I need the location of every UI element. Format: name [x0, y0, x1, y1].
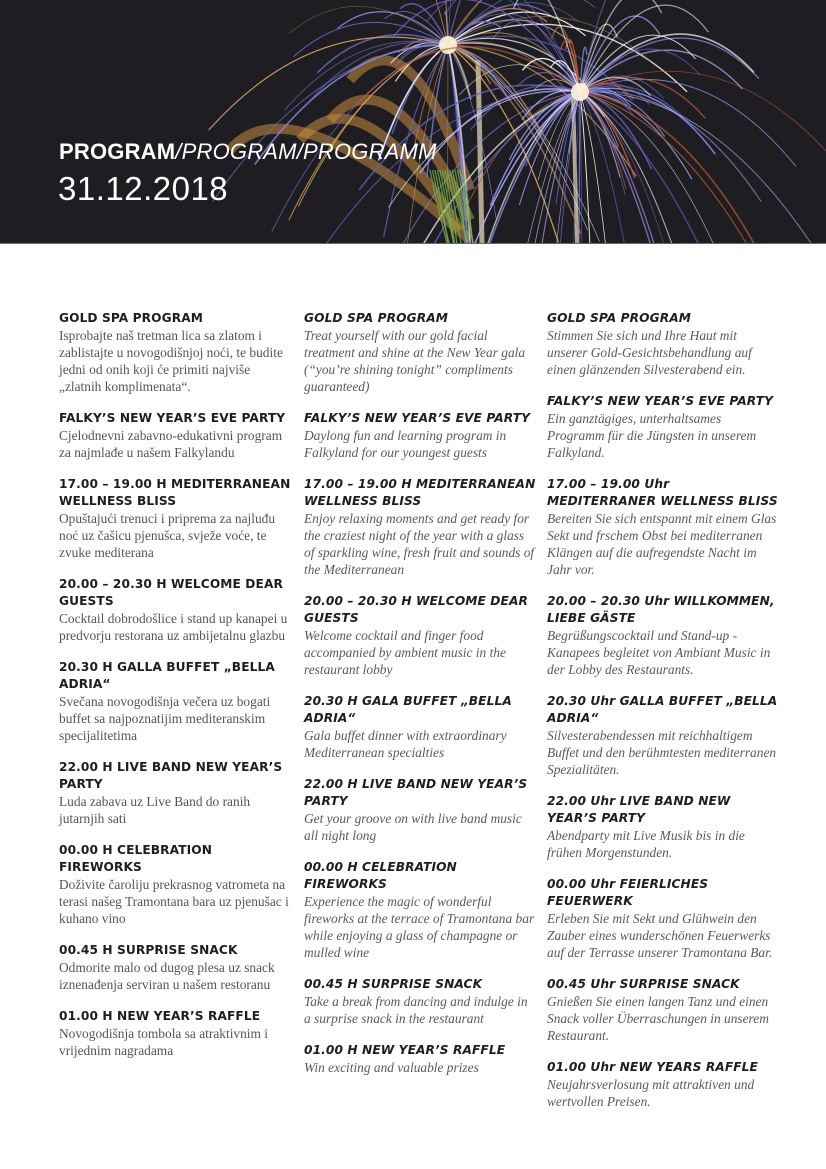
title-separator: / — [175, 139, 182, 164]
firework-streak — [515, 92, 580, 183]
item-description: Luda zabava uz Live Band do ranih jutarnjih sati — [59, 794, 251, 826]
item-heading: GOLD SPA PROGRAM — [59, 311, 203, 325]
item-description: Bereiten Sie sich entspannt mit einem Glas Sekt und frschem Obst bei mediterranen Klängen auf die aufregendste Nacht im Jahr vor. — [547, 511, 777, 577]
program-item — [304, 976, 536, 1027]
column-german — [547, 310, 779, 1125]
item-heading: 00.00 H CELEBRATION FIREWORKS — [304, 860, 457, 891]
program-item — [59, 410, 291, 461]
item-description: Isprobajte naš tretman lica sa zlatom i zablistajte u novogodišnjoj noći, te budite jedni od onih koji će primiti najviše „zlatnih komplimenata“. — [59, 328, 283, 394]
item-description: Ein ganztägiges, unterhaltsames Programm für die Jüngsten in unserem Falkyland. — [547, 411, 757, 460]
firework-glow — [439, 36, 457, 54]
item-heading: 00.00 Uhr FEIERLICHES FEUERWERK — [547, 877, 709, 908]
program-item — [547, 976, 779, 1044]
item-description: Svečana novogodišnja večera uz bogati buffet sa najpoznatijim mediteranskim specijalitetima — [59, 694, 271, 743]
item-description: Begrüßungscocktail und Stand-up -Kanapees begleitet von Ambiant Music in der Lobby des Restaurants. — [547, 628, 771, 677]
firework-streak — [492, 20, 580, 92]
item-description: Erleben Sie mit Sekt und Glühwein den Zauber eines wunderschönen Feuerwerks auf der Terrasse unserer Tramontana Bar. — [547, 911, 773, 960]
program-item — [304, 776, 536, 844]
program-item — [59, 476, 291, 561]
firework-streak — [490, 92, 580, 206]
item-description: Daylong fun and learning program in Falkyland for our youngest guests — [304, 428, 507, 460]
item-description: Doživite čaroliju prekrasnog vatrometa na terasi našeg Tramontana bara uz pjenušac i kuhano vino — [59, 877, 289, 926]
page-title — [59, 139, 437, 165]
program-item — [59, 659, 291, 744]
program-item — [59, 942, 291, 993]
program-item — [547, 876, 779, 961]
item-description: Treat yourself with our gold facial treatment and shine at the New Year gala (“you’re shining tonight” compliments guaranteed) — [304, 328, 526, 394]
firework-streak — [448, 0, 595, 45]
item-heading: FALKY’S NEW YEAR’S EVE PARTY — [304, 411, 531, 425]
program-item — [59, 576, 291, 644]
item-heading: 20.00 – 20.30 H WELCOME DEAR GUESTS — [304, 594, 528, 625]
item-heading: FALKY’S NEW YEAR’S EVE PARTY — [59, 411, 286, 425]
item-description: Neujahrsverlosung mit attraktiven und wertvollen Preisen. — [547, 1077, 755, 1109]
program-item — [304, 1042, 536, 1076]
item-heading: 17.00 – 19.00 H MEDITERRANEAN WELLNESS BLISS — [304, 477, 536, 508]
item-heading: 00.45 Uhr SURPRISE SNACK — [547, 977, 740, 991]
title-hr: PROGRAM — [59, 139, 176, 164]
program-item — [304, 410, 536, 461]
item-heading: 00.00 H CELEBRATION FIREWORKS — [59, 843, 213, 874]
item-heading: 00.45 H SURPRISE SNACK — [59, 943, 238, 957]
item-heading: 20.00 – 20.30 H WELCOME DEAR GUESTS — [59, 577, 283, 608]
program-item — [547, 476, 779, 578]
item-description: Take a break from dancing and indulge in a surprise snack in the restaurant — [304, 994, 528, 1026]
firework-streak — [580, 92, 717, 243]
program-item — [304, 310, 536, 395]
item-heading: GOLD SPA PROGRAM — [547, 311, 691, 325]
program-item — [304, 859, 536, 961]
item-description: Enjoy relaxing moments and get ready for the craziest night of the year with a glass of sparkling wine, fresh fruit and sounds of the Mediterranean — [304, 511, 535, 577]
item-description: Opuštajući trenuci i priprema za najluđu noć uz čašicu pjenušca, svježe voće, te zvuke mediterana — [59, 511, 276, 560]
program-item — [547, 693, 779, 778]
program-item — [547, 593, 779, 678]
item-description: Novogodišnja tombola sa atraktivnim i vrijednim nagradama — [59, 1026, 269, 1058]
header-banner — [0, 0, 826, 244]
item-description: Win exciting and valuable prizes — [304, 1060, 479, 1075]
title-en: PROGRAM — [181, 139, 297, 164]
item-description: Abendparty mit Live Musik bis in die frühen Morgenstunden. — [547, 828, 745, 860]
item-description: Experience the magic of wonderful fireworks at the terrace of Tramontana bar while enjoying a glass of champagne or mulled wine — [304, 894, 535, 960]
program-item — [59, 759, 291, 827]
item-description: Stimmen Sie sich und Ihre Haut mit unserer Gold-Gesichtsbehandlung auf einen glänzenden Silvesterabend ein. — [547, 328, 752, 377]
item-description: Silvesterabendessen mit reichhaltigem Buffet und den berühmtesten mediterranen Spezialitäten. — [547, 728, 777, 777]
column-croatian — [59, 310, 291, 1074]
program-item — [547, 393, 779, 461]
item-heading: FALKY’S NEW YEAR’S EVE PARTY — [547, 394, 774, 408]
item-heading: 00.45 H SURPRISE SNACK — [304, 977, 483, 991]
program-item — [547, 1059, 779, 1110]
event-date: 31.12.2018 — [58, 170, 229, 207]
item-description: Gala buffet dinner with extraordinary Mediterranean specialties — [304, 728, 507, 760]
item-heading: 01.00 H NEW YEAR’S RAFFLE — [59, 1009, 261, 1023]
item-heading: GOLD SPA PROGRAM — [304, 311, 448, 325]
firework-streak — [580, 92, 767, 243]
program-item — [59, 1008, 291, 1059]
title-separator: / — [296, 139, 303, 164]
item-heading: 22.00 Uhr LIVE BAND NEW YEAR’S PARTY — [547, 794, 731, 825]
program-item — [59, 842, 291, 927]
program-item — [304, 693, 536, 761]
item-description: Cocktail dobrodošlice i stand up kanapei u predvorju restorana uz ambijetalnu glazbu — [59, 611, 288, 643]
item-description: Gnießen Sie einen langen Tanz und einen Snack voller Überraschungen in unserem Restaurant. — [547, 994, 769, 1043]
item-heading: 20.30 Uhr GALLA BUFFET „BELLA ADRIA“ — [547, 694, 778, 725]
program-item — [59, 310, 291, 395]
column-english — [304, 310, 536, 1091]
item-heading: 22.00 H LIVE BAND NEW YEAR’S PARTY — [304, 777, 528, 808]
title-de: PROGRAMM — [303, 139, 437, 164]
item-heading: 17.00 – 19.00 H MEDITERRANEAN WELLNESS BLISS — [59, 477, 291, 508]
program-item — [304, 476, 536, 578]
item-heading: 01.00 H NEW YEAR’S RAFFLE — [304, 1043, 506, 1057]
item-heading: 17.00 – 19.00 Uhr MEDITERRANER WELLNESS BLISS — [547, 477, 778, 508]
item-description: Cjelodnevni zabavno-edukativni program za najmlađe u našem Falkylandu — [59, 428, 283, 460]
program-item — [547, 793, 779, 861]
program-item — [547, 310, 779, 378]
firework-trail — [478, 60, 482, 243]
program-item — [304, 593, 536, 678]
item-heading: 01.00 Uhr NEW YEARS RAFFLE — [547, 1060, 758, 1074]
item-description: Welcome cocktail and finger food accompanied by ambient music in the restaurant lobby — [304, 628, 506, 677]
item-description: Get your groove on with live band music all night long — [304, 811, 522, 843]
firework-streak — [580, 92, 771, 243]
item-heading: 20.30 H GALA BUFFET „BELLA ADRIA“ — [304, 694, 512, 725]
item-heading: 22.00 H LIVE BAND NEW YEAR’S PARTY — [59, 760, 283, 791]
item-heading: 20.00 – 20.30 Uhr WILLKOMMEN, LIEBE GÄSTE — [547, 594, 775, 625]
item-heading: 20.30 H GALLA BUFFET „BELLA ADRIA“ — [59, 660, 275, 691]
firework-streak — [580, 92, 693, 243]
firework-glow — [571, 83, 589, 101]
item-description: Odmorite malo od dugog plesa uz snack iznenađenja serviran u našem restoranu — [59, 960, 275, 992]
